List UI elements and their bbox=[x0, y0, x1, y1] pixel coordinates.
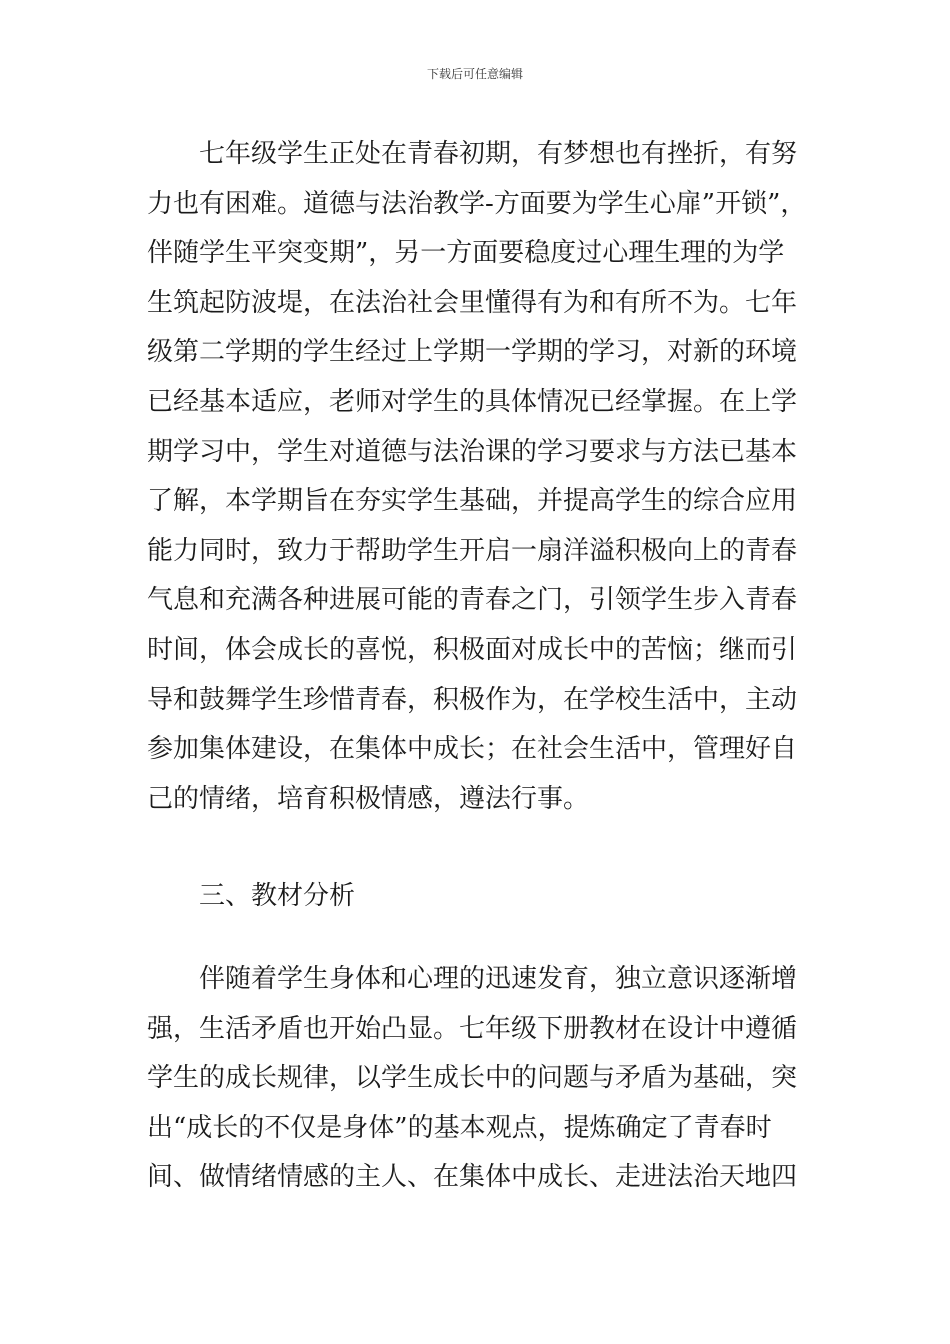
text-line: 已经基本适应，老师对学生的具体情况已经掌握。在上学 bbox=[147, 386, 798, 417]
paragraph-textbook-analysis bbox=[147, 955, 827, 1203]
text-line: 了解，本学期旨在夯实学生基础，并提高学生的综合应用 bbox=[147, 486, 798, 517]
text-line: 力也有困难。道德与法治教学-方面要为学生心扉”开锁”， bbox=[147, 188, 807, 219]
text-line: 伴随着学生身体和心理的迅速发育，独立意识逐渐增 bbox=[199, 964, 798, 994]
text-line: 能力同时，致力于帮助学生开启一扇洋溢积极向上的青春 bbox=[147, 535, 798, 566]
text-line: 时间，体会成长的喜悦，积极面对成长中的苦恼；继而引 bbox=[147, 634, 798, 665]
text-line: 气息和充满各种进展可能的青春之门，引领学生步入青春 bbox=[147, 585, 798, 616]
text-line: 导和鼓舞学生珍惜青春，积极作为，在学校生活中，主动 bbox=[147, 684, 798, 715]
text-line: 强，生活矛盾也开始凸显。七年级下册教材在设计中遵循 bbox=[147, 1013, 798, 1044]
text-line: 期学习中，学生对道德与法治课的学习要求与方法已基本 bbox=[147, 436, 798, 467]
text-line: 间、做情绪情感的主人、在集体中成长、走进法治天地四 bbox=[147, 1162, 798, 1193]
paragraph-student-analysis bbox=[147, 130, 827, 824]
section-heading: 三、教材分析 bbox=[199, 881, 356, 911]
text-line: 参加集体建设，在集体中成长；在社会生活中，管理好自 bbox=[147, 734, 798, 765]
text-line: 级第二学期的学生经过上学期一学期的学习，对新的环境 bbox=[147, 337, 798, 368]
page-header: 下载后可任意编辑 bbox=[426, 67, 523, 81]
text-line: 伴随学生平突变期”，另一方面要稳度过心理生理的为学 bbox=[147, 238, 785, 269]
text-line: 出“成长的不仅是身体”的基本观点，提炼确定了青春时 bbox=[147, 1112, 772, 1143]
text-line: 七年级学生正处在青春初期，有梦想也有挫折，有努 bbox=[199, 139, 798, 169]
text-line: 学生的成长规律，以学生成长中的问题与矛盾为基础，突 bbox=[147, 1063, 798, 1094]
text-line: 生筑起防波堤，在法治社会里懂得有为和有所不为。七年 bbox=[147, 287, 798, 318]
text-line: 己的情绪，培育积极情感，遵法行事。 bbox=[147, 783, 590, 814]
